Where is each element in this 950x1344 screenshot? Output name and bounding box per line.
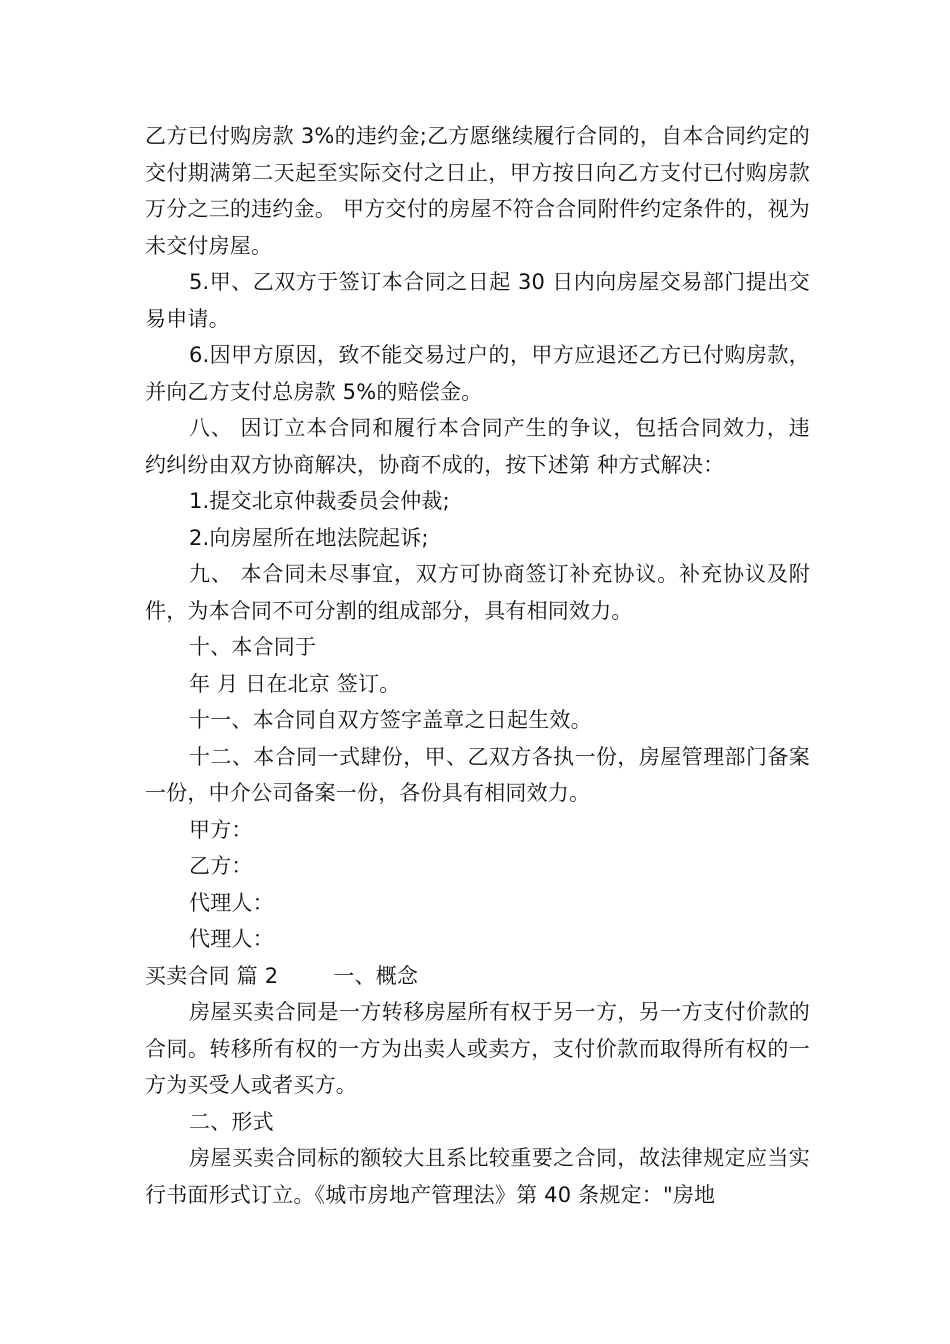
paragraph: 房屋买卖合同标的额较大且系比较重要之合同，故法律规定应当实行书面形式订立。《城市房地产管理法》第 40 条规定："房地 [145,1146,810,1207]
paragraph: 1.提交北京仲裁委员会仲裁; [189,489,450,513]
paragraph: 代理人： [189,927,274,951]
paragraph: 八、 因订立本合同和履行本合同产生的争议，包括合同效力，违约纠纷由双方协商解决，协商不成的，按下述第 种方式解决： [145,416,810,477]
paragraph: 乙方： [189,854,253,878]
document-body [145,118,810,1213]
paragraph: 十二、本合同一式肆份，甲、乙双方各执一份，房屋管理部门备案一份，中介公司备案一份，各份具有相同效力。 [145,744,810,805]
paragraph: 乙方已付购房款 3%的违约金;乙方愿继续履行合同的，自本合同约定的交付期满第二天起至实际交付之日止，甲方按日向乙方支付已付购房款万分之三的违约金。 甲方交付的房屋不符合合同附件约定条件的，视为未交付房屋。 [145,124,810,258]
paragraph: 九、 本合同未尽事宜，双方可协商签订补充协议。补充协议及附件，为本合同不可分割的组成部分，具有相同效力。 [145,562,810,623]
paragraph: 房屋买卖合同是一方转移房屋所有权于另一方，另一方支付价款的合同。转移所有权的一方为出卖人或卖方，支付价款而取得所有权的一方为买受人或者买方。 [145,1000,810,1097]
paragraph: 代理人： [189,890,274,915]
paragraph: 十、本合同于 [189,635,317,659]
paragraph: 十一、本合同自双方签字盖章之日起生效。 [189,708,592,732]
paragraph: 2.向房屋所在地法院起诉; [189,525,429,550]
section-heading: 买卖合同 篇 2 一、概念 [145,963,419,988]
paragraph: 二、形式 [189,1109,274,1134]
paragraph: 年 月 日在北京 签订。 [189,671,401,696]
paragraph: 6.因甲方原因，致不能交易过户的，甲方应退还乙方已付购房款，并向乙方支付总房款 5%的赔偿金。 [145,343,810,404]
paragraph: 甲方： [189,817,253,842]
paragraph: 5.甲、乙双方于签订本合同之日起 30 日内向房屋交易部门提出交易申请。 [145,270,810,331]
